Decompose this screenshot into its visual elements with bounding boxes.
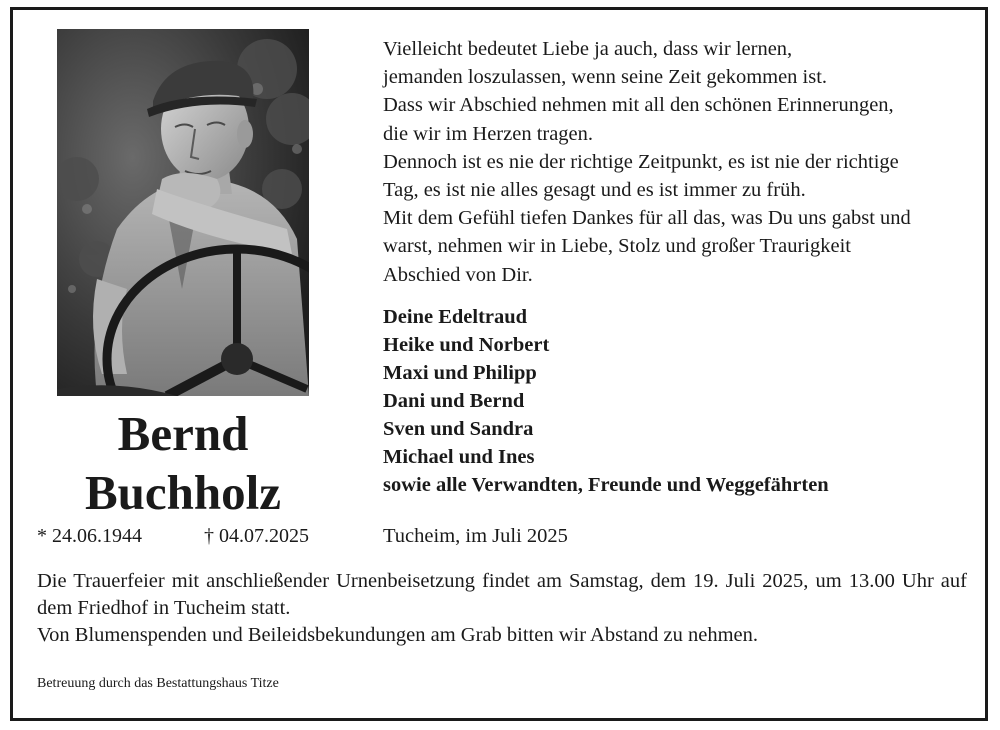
deceased-first-name: Bernd — [117, 406, 249, 461]
death-date: † 04.07.2025 — [204, 525, 309, 547]
poem-line: Mit dem Gefühl tiefen Dankes für all das, was Du uns gabst und — [383, 207, 911, 230]
mourner-entry: sowie alle Verwandten, Freunde und Weggefährten — [383, 474, 829, 496]
mourner-entry: Sven und Sandra — [383, 418, 534, 440]
funeral-notice — [37, 568, 967, 649]
mourner-entry: Heike und Norbert — [383, 334, 550, 356]
funeral-details: Die Trauerfeier mit anschließender Urnenbeisetzung findet am Samstag, dem 19. Juli 2025, um 13.00 Uhr auf dem Friedhof in Tucheim statt. — [37, 570, 967, 619]
mourner-entry: Michael und Ines — [383, 446, 535, 468]
mourner-entry: Maxi und Philipp — [383, 362, 537, 384]
deceased-last-name: Buchholz — [84, 465, 282, 520]
birth-date: * 24.06.1944 — [37, 525, 142, 547]
mourner-entry: Dani und Bernd — [383, 390, 525, 412]
poem-line: jemanden loszulassen, wenn seine Zeit gekommen ist. — [383, 66, 828, 89]
poem-line: die wir im Herzen tragen. — [383, 122, 594, 145]
funeral-home-credit: Betreuung durch das Bestattungshaus Titze — [37, 676, 279, 691]
mourners-list — [383, 303, 983, 499]
obituary-card — [10, 7, 988, 721]
poem-line: warst, nehmen wir in Liebe, Stolz und großer Traurigkeit — [383, 235, 851, 258]
poem-line: Abschied von Dir. — [383, 263, 533, 286]
poem-line: Vielleicht bedeutet Liebe ja auch, dass wir lernen, — [383, 38, 793, 60]
poem-line: Dass wir Abschied nehmen mit all den schönen Erinnerungen, — [383, 94, 894, 117]
poem — [383, 35, 983, 289]
poem-line: Dennoch ist es nie der richtige Zeitpunkt, es ist nie der richtige — [383, 150, 899, 173]
poem-line: Tag, es ist nie alles gesagt und es ist immer zu früh. — [383, 179, 806, 202]
mourner-entry: Deine Edeltraud — [383, 306, 528, 328]
portrait-image — [57, 29, 309, 396]
flowers-request: Von Blumenspenden und Beileidsbekundungen am Grab bitten wir Abstand zu nehmen. — [37, 624, 758, 646]
portrait-photo — [57, 29, 309, 396]
place-and-date: Tucheim, im Juli 2025 — [383, 525, 568, 547]
